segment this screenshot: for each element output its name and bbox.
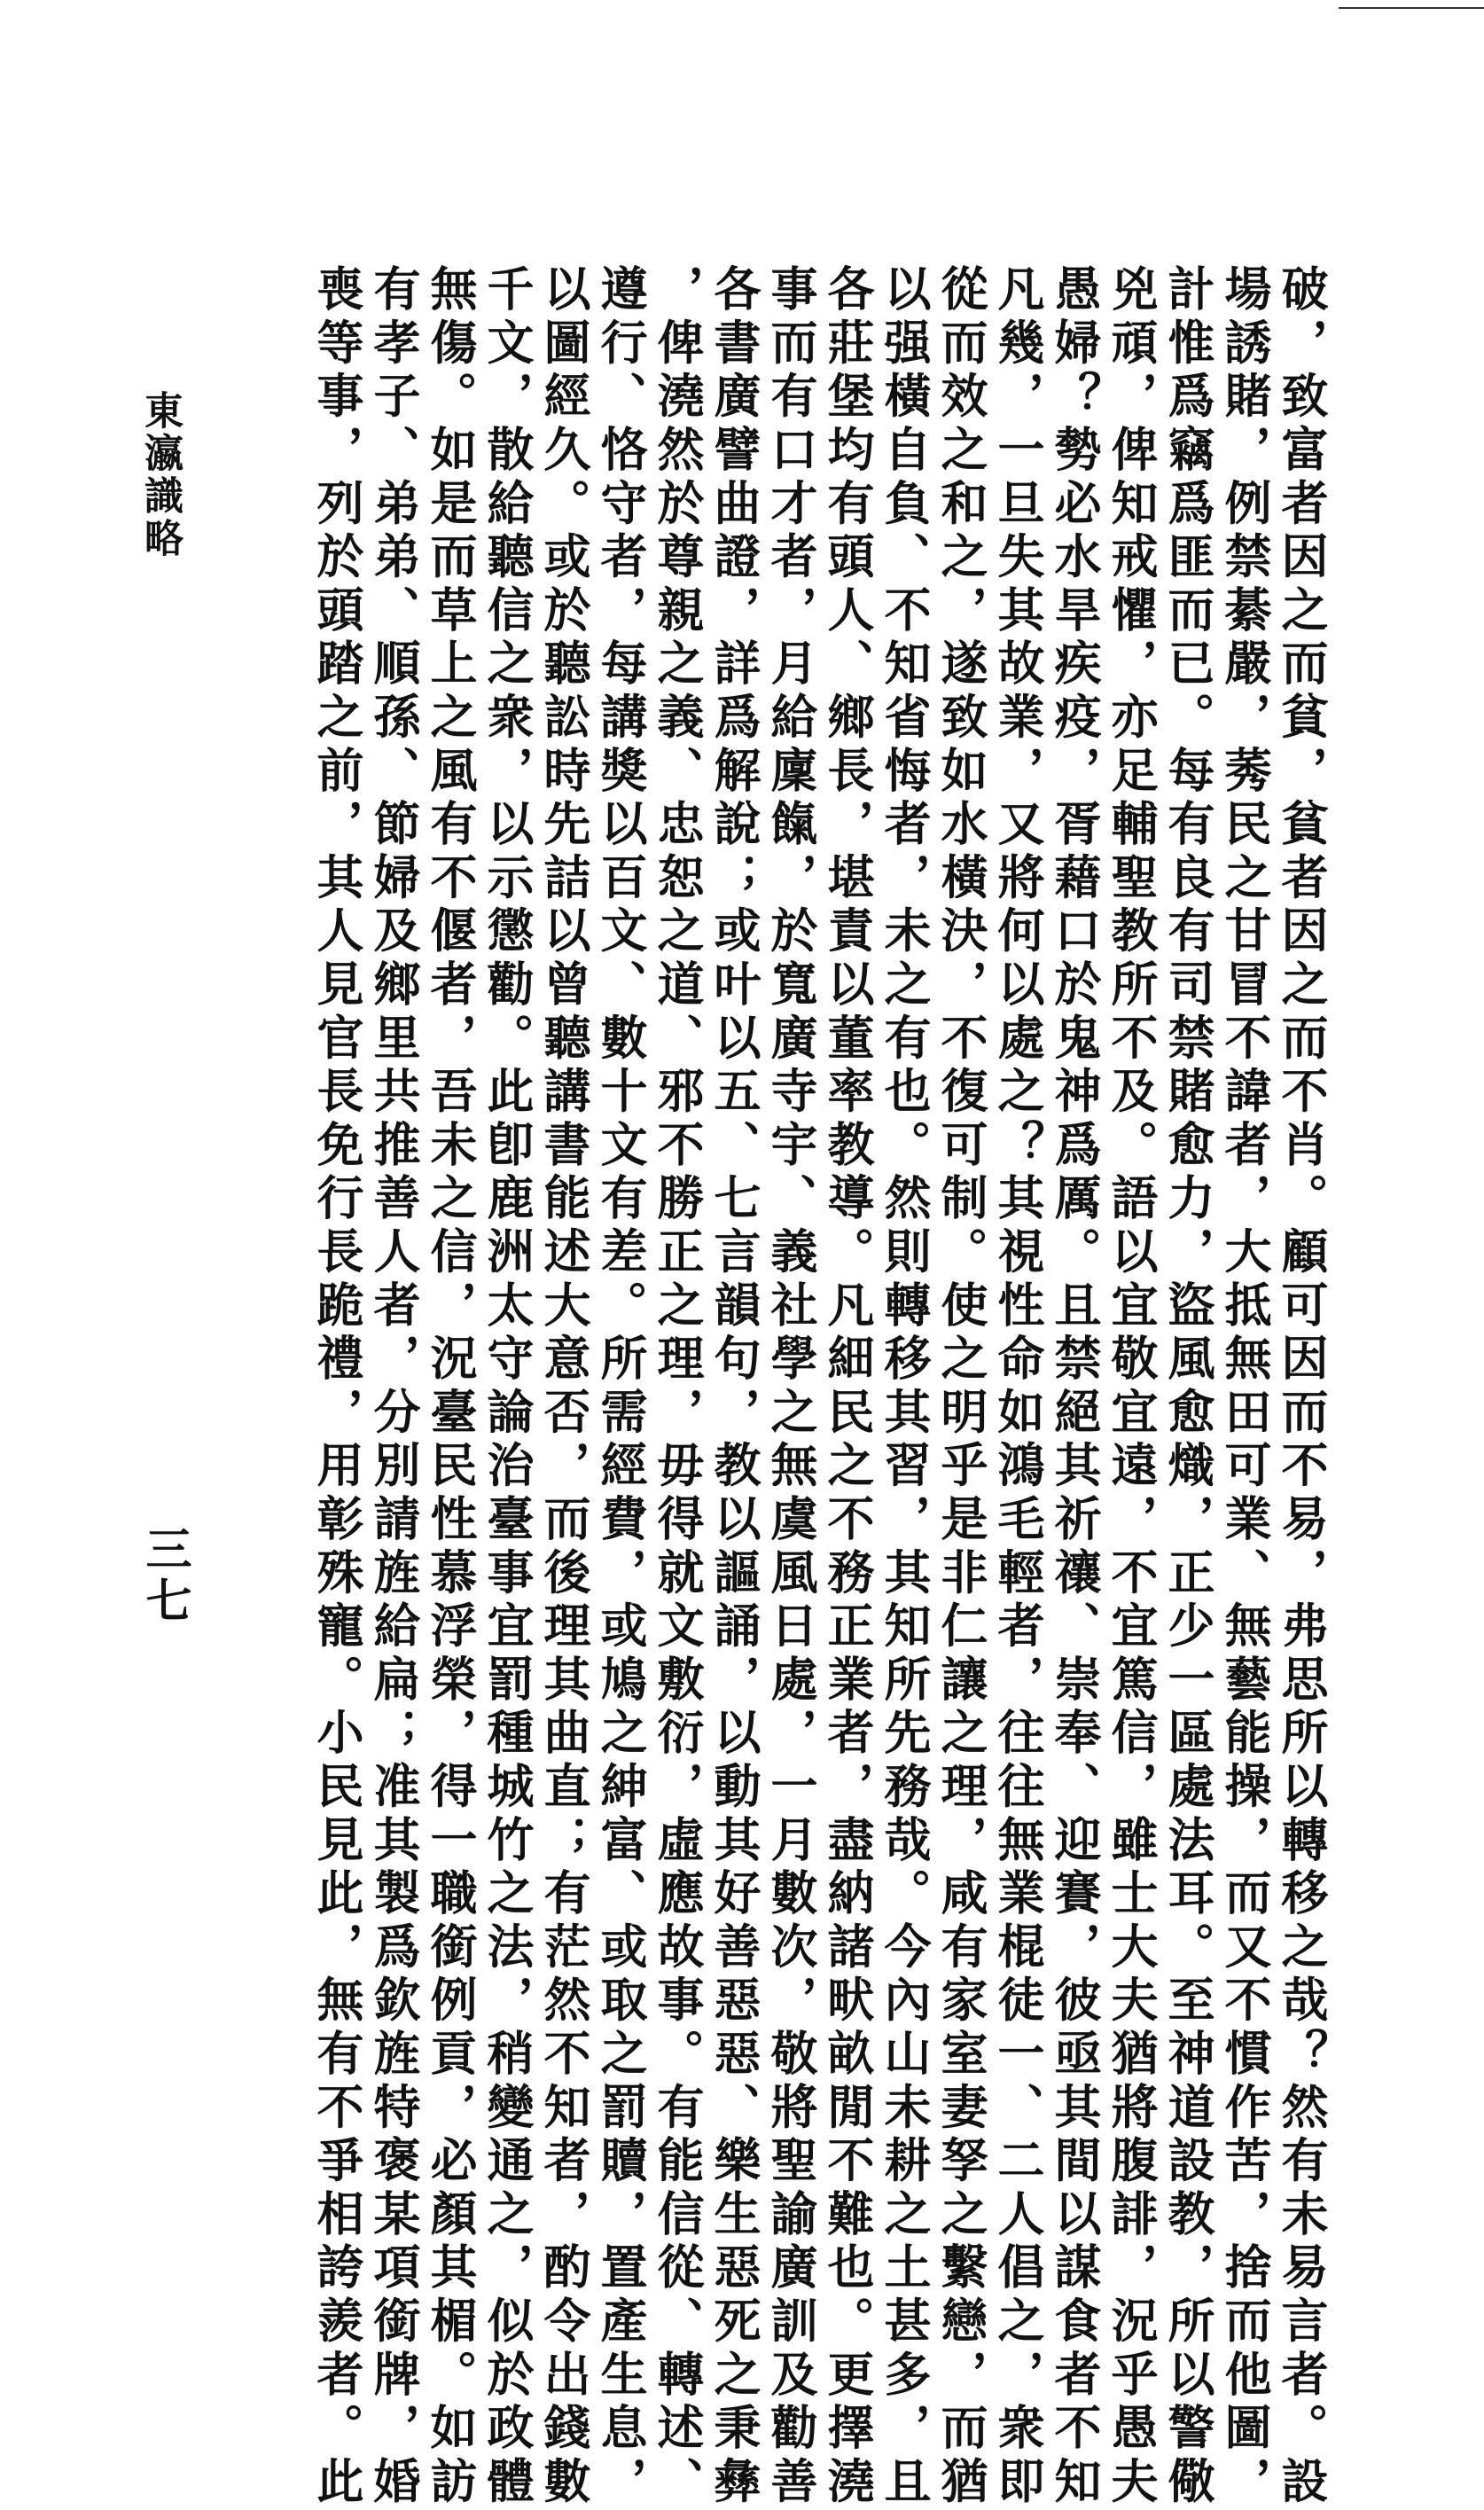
text-column: 愚婦？勢必水旱疾疫，胥藉口於鬼神爲厲。且禁絕其祈禳、崇奉、迎賽，彼亟其間以謀食者不知 xyxy=(1047,264,1102,2510)
text-column: ，俾澆然於尊親之義、忠恕之道、邪不勝正之理，毋得就文敷衍，虛應故事。有能信從、轉述、 xyxy=(650,264,705,2510)
text-column: 以强橫自負、不知省悔者，未之有也。然則轉移其習，其知所先務哉。今內山未耕之土甚多，且 xyxy=(877,264,932,2510)
text-column: 喪等事，列於頭踏之前，其人見官長免行長跪禮，用彰殊寵。小民見此，無有不爭相誇羨者。此 xyxy=(309,264,364,2510)
text-column: 兇頑，俾知戒懼，亦足輔聖教所不及。語以宜敬宜遠，不宜篤信，雖士大夫猶將腹誹，況乎愚夫 xyxy=(1104,264,1159,2510)
text-column: 從而效之和之，遂致如水橫決，不復可制。使之明乎是非仁讓之理，咸有家室妻孥之繫戀，而猶 xyxy=(933,264,988,2510)
text-column: 計惟爲竊爲匪而已。每有良有司禁賭愈力，盜風愈熾，正少一區處法耳。至神道設教，所以警儆 xyxy=(1160,264,1215,2510)
main-text-block xyxy=(213,264,1330,2510)
text-column: 無傷。如是而草上之風有不偃者，吾未之信，況臺民性慕浮榮，得一職銜例貢，必顏其楣。如訪 xyxy=(423,264,478,2510)
text-column: 場誘賭，例禁綦嚴，莠民之甘冒不諱者，大抵無田可業、無藝能操，而又不慣作苦，捨而他圖， xyxy=(1217,264,1272,2510)
text-column: 事而有口才者，月給廩餼，於寬廣寺宇、義社學之無虞風日處，一月數次，敬將聖諭廣訓及勸善 xyxy=(763,264,818,2510)
top-edge-rule xyxy=(1339,7,1484,9)
text-column: 遵行、恪守者，每講獎以百文、數十文有差。所需經費，或鳩之紳富、或取之罰贖，置產生息， xyxy=(593,264,648,2510)
text-column: 凡幾，一旦失其故業，又將何以處之？其視性命如鴻毛輕者，往往無業棍徒一、二人倡之，衆即 xyxy=(990,264,1045,2510)
text-column: 各莊堡均有頭人、鄉長，堪責以董率教導。凡細民之不務正業者，盡納諸畎畝閒不難也。更擇澆 xyxy=(820,264,875,2510)
text-column: 以圖經久。或於聽訟時先詰以曾聽講書能述大意否，而後理其曲直；有茫然不知者，酌令出錢數 xyxy=(536,264,591,2510)
page-number: 三七 xyxy=(137,1525,191,1628)
text-column: 有孝子、弟弟、順孫、節婦及鄉里共推善人者，分別請旌給扁；准其製爲欽旌特褒某項銜牌，婚 xyxy=(366,264,421,2510)
text-column: 破，致富者因之而貧，貧者因之而不肖。顧可因而不易，弗思所以轉移之哉？然有未易言者。設 xyxy=(1274,264,1329,2510)
text-column: 千文，散給聽信之衆，以示懲勸。此卽鹿洲太守論治臺事宜罰種城竹之法，稍變通之，似於政體 xyxy=(480,264,535,2510)
text-column: 各書廣譬曲證，詳爲解說；或叶以五、七言韻句，教以謳誦，以動其好善惡惡、樂生惡死之秉彝 xyxy=(707,264,762,2510)
running-header-title: 東瀛識略 xyxy=(137,390,183,560)
